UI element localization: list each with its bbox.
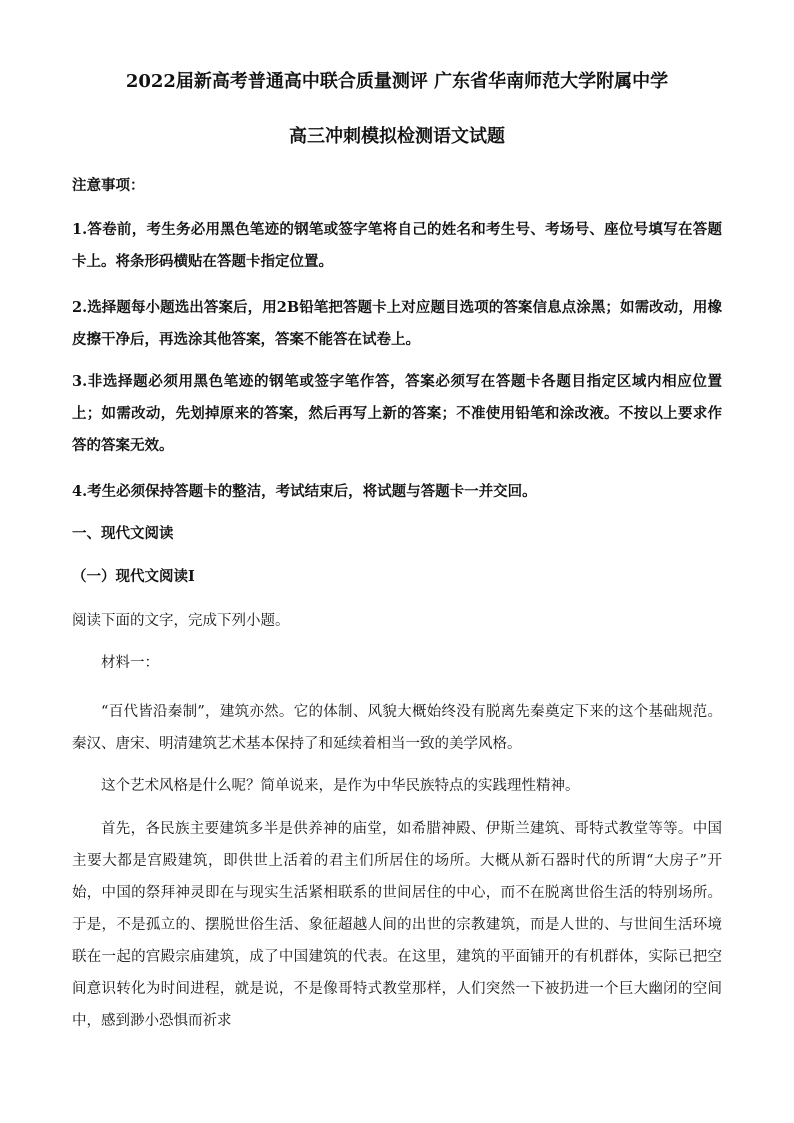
body-paragraph: “百代皆沿秦制”，建筑亦然。它的体制、风貌大概始终没有脱离先秦奠定下来的这个基础规范。秦汉、唐宋、明清建筑艺术基本保持了和延续着相当一致的美学风格。 [72, 704, 722, 752]
notice-item-2: 2.选择题每小题选出答案后，用2B铅笔把答题卡上对应题目选项的答案信息点涂黑；如需改动，用橡皮擦干净后，再选涂其他答案，答案不能答在试卷上。 [72, 299, 722, 348]
notice-item-4: 4.考生必须保持答题卡的整洁，考试结束后，将试题与答题卡一并交回。 [72, 483, 537, 500]
reading-instruction: 阅读下面的文字，完成下列小题。 [72, 613, 290, 629]
exam-title-line1: 2022届新高考普通高中联合质量测评 广东省华南师范大学附属中学 [125, 71, 669, 92]
notice-heading: 注意事项： [72, 177, 145, 194]
body-paragraph: 这个艺术风格是什么呢？简单说来，是作为中华民族特点的实践理性精神。 [101, 778, 580, 794]
notice-item-1: 1.答卷前，考生务必用黑色笔迹的钢笔或签字笔将自己的姓名和考生号、考场号、座位号填写在答题卡上。将条形码横贴在答题卡指定位置。 [72, 221, 722, 270]
body-paragraph: 首先，各民族主要建筑多半是供养神的庙堂，如希腊神殿、伊斯兰建筑、哥特式教堂等等。中国主要大都是宫殿建筑，即供世上活着的君主们所居住的场所。大概从新石器时代的所谓“大房子”开始，中国的祭拜神灵即在与现实生活紧相联系的世间居住的中心，而不在脱离世俗生活的特别场所。于是，不是孤立的、摆脱世俗生活、象征超越人间的出世的宗教建筑，而是人世的、与世间生活环境联在一起的宫殿宗庙建筑，成了中国建筑的代表。在这里，建筑的平面铺开的有机群体，实际已把空间意识转化为时间进程，就是说，不是像哥特式教堂那样，人们突然一下被扔进一个巨大幽闭的空间中，感到渺小恐惧而祈求 [72, 821, 722, 1029]
notice-item-3: 3.非选择题必须用黑色笔迹的钢笔或签字笔作答，答案必须写在答题卡各题目指定区域内相应位置上；如需改动，先划掉原来的答案，然后再写上新的答案；不准使用铅笔和涂改液。不按以上要求作答的答案无效。 [72, 373, 722, 454]
section-heading: 一、现代文阅读 [72, 525, 174, 542]
subsection-heading: （一）现代文阅读Ⅰ [72, 568, 195, 585]
material-label: 材料一： [101, 655, 159, 671]
exam-title-line2: 高三冲刺模拟检测语文试题 [289, 126, 505, 147]
